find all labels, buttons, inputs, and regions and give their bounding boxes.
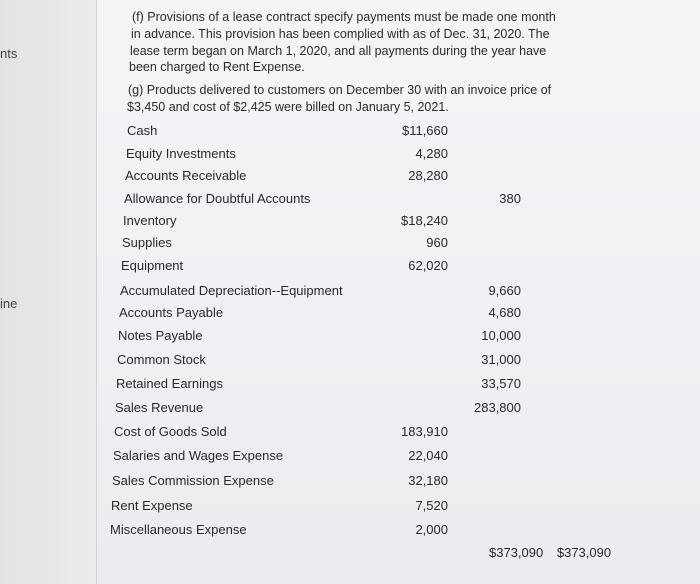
account-name: Accounts Payable [119,305,224,320]
account-name: Sales Commission Expense [112,473,274,488]
debit-amount: 62,020 [408,258,448,273]
debit-amount: 7,520 [415,498,448,513]
credit-amount: 380 [499,191,521,206]
account-name: Notes Payable [118,328,203,343]
account-name: Accounts Receivable [125,168,247,183]
total-debit: $373,090 [489,545,544,560]
debit-amount: 960 [426,235,448,250]
account-name: Common Stock [117,352,206,367]
sidebar-label-nts: nts [0,46,18,61]
debit-amount: 2,000 [415,522,448,537]
note-f-line: lease term began on March 1, 2020, and all payments during the year have [130,44,547,58]
note-f-line: (f) Provisions of a lease contract specify payments must be made one month [132,10,556,24]
debit-amount: $18,240 [401,213,448,228]
left-sidebar [0,0,97,584]
credit-amount: 31,000 [481,352,521,367]
account-name: Miscellaneous Expense [110,522,247,537]
credit-amount: 10,000 [481,328,521,343]
note-g-line: $3,450 and cost of $2,425 were billed on January 5, 2021. [127,100,449,114]
account-name: Accumulated Depreciation--Equipment [120,283,343,298]
credit-amount: 9,660 [488,283,521,298]
debit-amount: 28,280 [408,168,448,183]
debit-amount: 32,180 [408,473,448,488]
account-name: Sales Revenue [115,400,204,415]
sidebar-label-ine: ine [0,296,18,311]
debit-amount: $11,660 [401,123,448,138]
note-f-line: in advance. This provision has been complied with as of Dec. 31, 2020. The [131,27,550,41]
note-f-line: been charged to Rent Expense. [129,60,305,74]
account-name: Rent Expense [111,498,193,513]
account-name: Supplies [122,235,172,250]
account-name: Allowance for Doubtful Accounts [124,191,311,206]
credit-amount: 283,800 [474,400,521,415]
document-page [97,0,700,584]
account-name: Equity Investments [126,146,236,161]
credit-amount: 33,570 [481,376,521,391]
debit-amount: 183,910 [401,424,448,439]
account-name: Salaries and Wages Expense [113,448,284,463]
account-name: Equipment [121,258,184,273]
debit-amount: 22,040 [408,448,448,463]
account-name: Cash [127,123,158,138]
totals-row [489,545,621,560]
account-name: Retained Earnings [116,376,223,391]
credit-amount: 4,680 [488,305,521,320]
debit-amount: 4,280 [415,146,448,161]
note-g-line: (g) Products delivered to customers on December 30 with an invoice price of [128,83,552,97]
total-credit: $373,090 [556,545,612,560]
account-name: Cost of Goods Sold [114,424,227,439]
account-name: Inventory [123,213,177,228]
